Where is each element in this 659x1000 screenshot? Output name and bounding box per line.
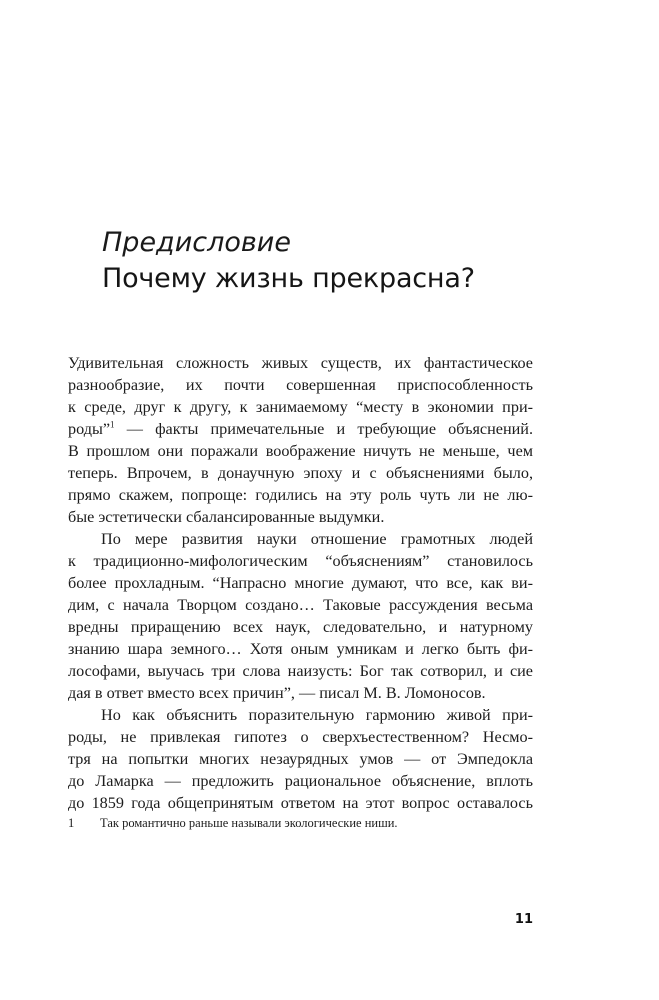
text-line: разнообразие, их почти совершенная приспособленность bbox=[68, 376, 533, 394]
page-number: 11 bbox=[514, 912, 533, 927]
text-line: лософами, выучась три слова наизусть: Бог так сотворил, и сие bbox=[68, 662, 533, 680]
text-fragment: — факты примечательные и требующие объяснений. bbox=[114, 420, 533, 438]
text-line: знанию шара земного… Хотя оным умникам и легко быть фи- bbox=[68, 640, 533, 658]
footnote-marker: 1 bbox=[110, 419, 115, 430]
text-line: В прошлом они поражали воображение ничуть не меньше, чем bbox=[68, 442, 533, 460]
text-line: более прохладным. “Напрасно многие думают, что все, как ви- bbox=[68, 574, 533, 592]
text-line: Удивительная сложность живых существ, их фантастическое bbox=[68, 354, 533, 372]
text-line: По мере развития науки отношение грамотных людей bbox=[101, 530, 533, 548]
text-line: Но как объяснить поразительную гармонию живой при- bbox=[101, 706, 533, 724]
text-line: до 1859 года общепринятым ответом на этот вопрос оставалось bbox=[68, 794, 533, 812]
text-fragment: роды” bbox=[68, 420, 111, 438]
text-line: до Ламарка — предложить рациональное объяснение, вплоть bbox=[68, 772, 533, 790]
chapter-title: Почему жизнь прекрасна? bbox=[102, 263, 475, 294]
text-line: роды, не привлекая гипотез о сверхъестественном? Несмо- bbox=[68, 728, 533, 746]
text-line: к традиционно-мифологическим “объяснениям” становилось bbox=[68, 552, 533, 570]
footnote-text: Так романтично раньше называли экологические ниши. bbox=[100, 816, 398, 830]
text-line: прямо скажем, попроще: годились на эту роль чуть ли не лю- bbox=[68, 486, 533, 504]
text-line: дим, с начала Творцом создано… Таковые рассуждения весьма bbox=[68, 596, 533, 614]
text-line: теперь. Впрочем, в донаучную эпоху и с объяснениями было, bbox=[68, 464, 533, 482]
text-line: тря на попытки многих незаурядных умов — от Эмпедокла bbox=[68, 750, 533, 768]
text-line bbox=[68, 418, 533, 440]
text-line: к среде, друг к другу, к занимаемому “месту в экономии при- bbox=[68, 398, 533, 416]
text-line: дая в ответ вместо всех причин”, — писал М. В. Ломоносов. bbox=[68, 684, 486, 702]
footnote-number: 1 bbox=[68, 816, 75, 830]
chapter-label: Предисловие bbox=[102, 227, 291, 258]
text-line: вредны приращению всех наук, следовательно, и натурному bbox=[68, 618, 533, 636]
text-line: бые эстетически сбалансированные выдумки. bbox=[68, 508, 385, 526]
body-text bbox=[68, 352, 533, 814]
footnote bbox=[68, 815, 398, 831]
